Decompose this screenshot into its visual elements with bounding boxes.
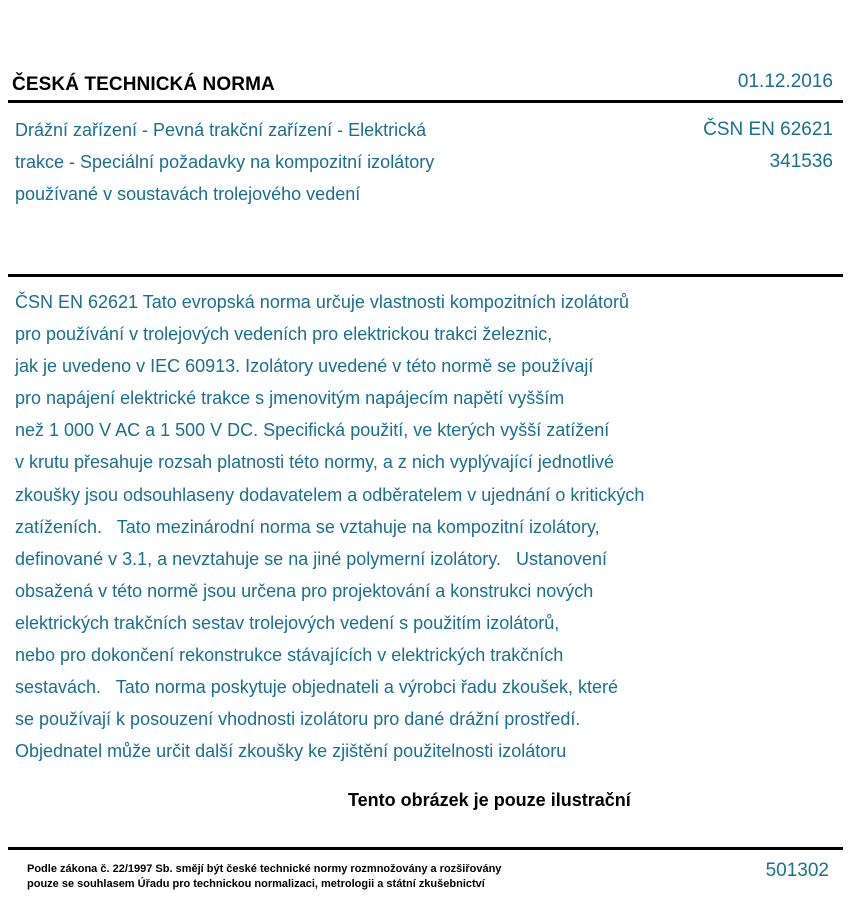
standard-title-line: trakce - Speciální požadavky na kompozitní izolátory	[15, 152, 435, 172]
standard-title-line: používané v soustavách trolejového vedení	[15, 184, 361, 204]
abstract-line: pro napájení elektrické trakce s jmenovitým napájecím napětí vyšším	[15, 388, 565, 409]
standard-title-line: Drážní zařízení - Pevná trakční zařízení - Elektrická	[15, 120, 427, 140]
abstract-line: než 1 000 V AC a 1 500 V DC. Specifická použití, ve kterých vyšší zatížení	[15, 420, 610, 441]
standard-designation: ČSN EN 62621	[703, 119, 833, 140]
legal-notice-line: Podle zákona č. 22/1997 Sb. smějí být české technické normy rozmnožovány a rozšiřovány	[27, 863, 502, 875]
abstract-line: Objednatel může určit další zkoušky ke zjištění použitelnosti izolátoru	[15, 741, 567, 762]
abstract-text	[15, 286, 835, 767]
section-divider	[8, 274, 843, 277]
abstract-line: v krutu přesahuje rozsah platnosti této normy, a z nich vyplývající jednotlivé	[15, 452, 614, 473]
abstract-line: pro používání v trolejových vedeních pro elektrickou trakci železnic,	[15, 324, 553, 345]
abstract-line: sestavách. Tato norma poskytuje objednateli a výrobci řadu zkoušek, které	[15, 677, 618, 698]
abstract-line: nebo pro dokončení rekonstrukce stávajících v elektrických trakčních	[15, 645, 564, 666]
publication-date: 01.12.2016	[737, 71, 833, 92]
abstract-line: jak je uvedeno v IEC 60913. Izolátory uvedené v této normě se používají	[15, 356, 594, 377]
abstract-line: zatíženích. Tato mezinárodní norma se vztahuje na kompozitní izolátory,	[15, 516, 600, 537]
abstract-line: definované v 3.1, a nevztahuje se na jiné polymerní izolátory. Ustanovení	[15, 548, 608, 569]
abstract-line: elektrických trakčních sestav trolejových vedení s použitím izolátorů,	[15, 612, 560, 633]
standard-title	[15, 114, 595, 210]
footer-divider	[8, 847, 843, 850]
abstract-line: ČSN EN 62621 Tato evropská norma určuje vlastnosti kompozitních izolátorů	[15, 292, 629, 312]
header-divider	[8, 100, 843, 103]
document-number: 501302	[765, 860, 829, 881]
legal-notice	[27, 862, 501, 892]
standard-codes	[703, 114, 833, 178]
abstract-line: zkoušky jsou odsouhlaseny dodavatelem a odběratelem v ujednání o kritických	[15, 484, 645, 505]
document-type-heading: ČESKÁ TECHNICKÁ NORMA	[12, 74, 275, 95]
legal-notice-line: pouze se souhlasem Úřadu pro technickou normalizaci, metrologii a státní zkušebnictví	[27, 878, 485, 890]
classification-code: 341536	[769, 151, 833, 172]
abstract-line: se používají k posouzení vhodnosti izolátoru pro dané drážní prostředí.	[15, 709, 581, 730]
abstract-line: obsažená v této normě jsou určena pro projektování a konstrukci nových	[15, 580, 594, 601]
illustration-note: Tento obrázek je pouze ilustrační	[348, 790, 631, 810]
